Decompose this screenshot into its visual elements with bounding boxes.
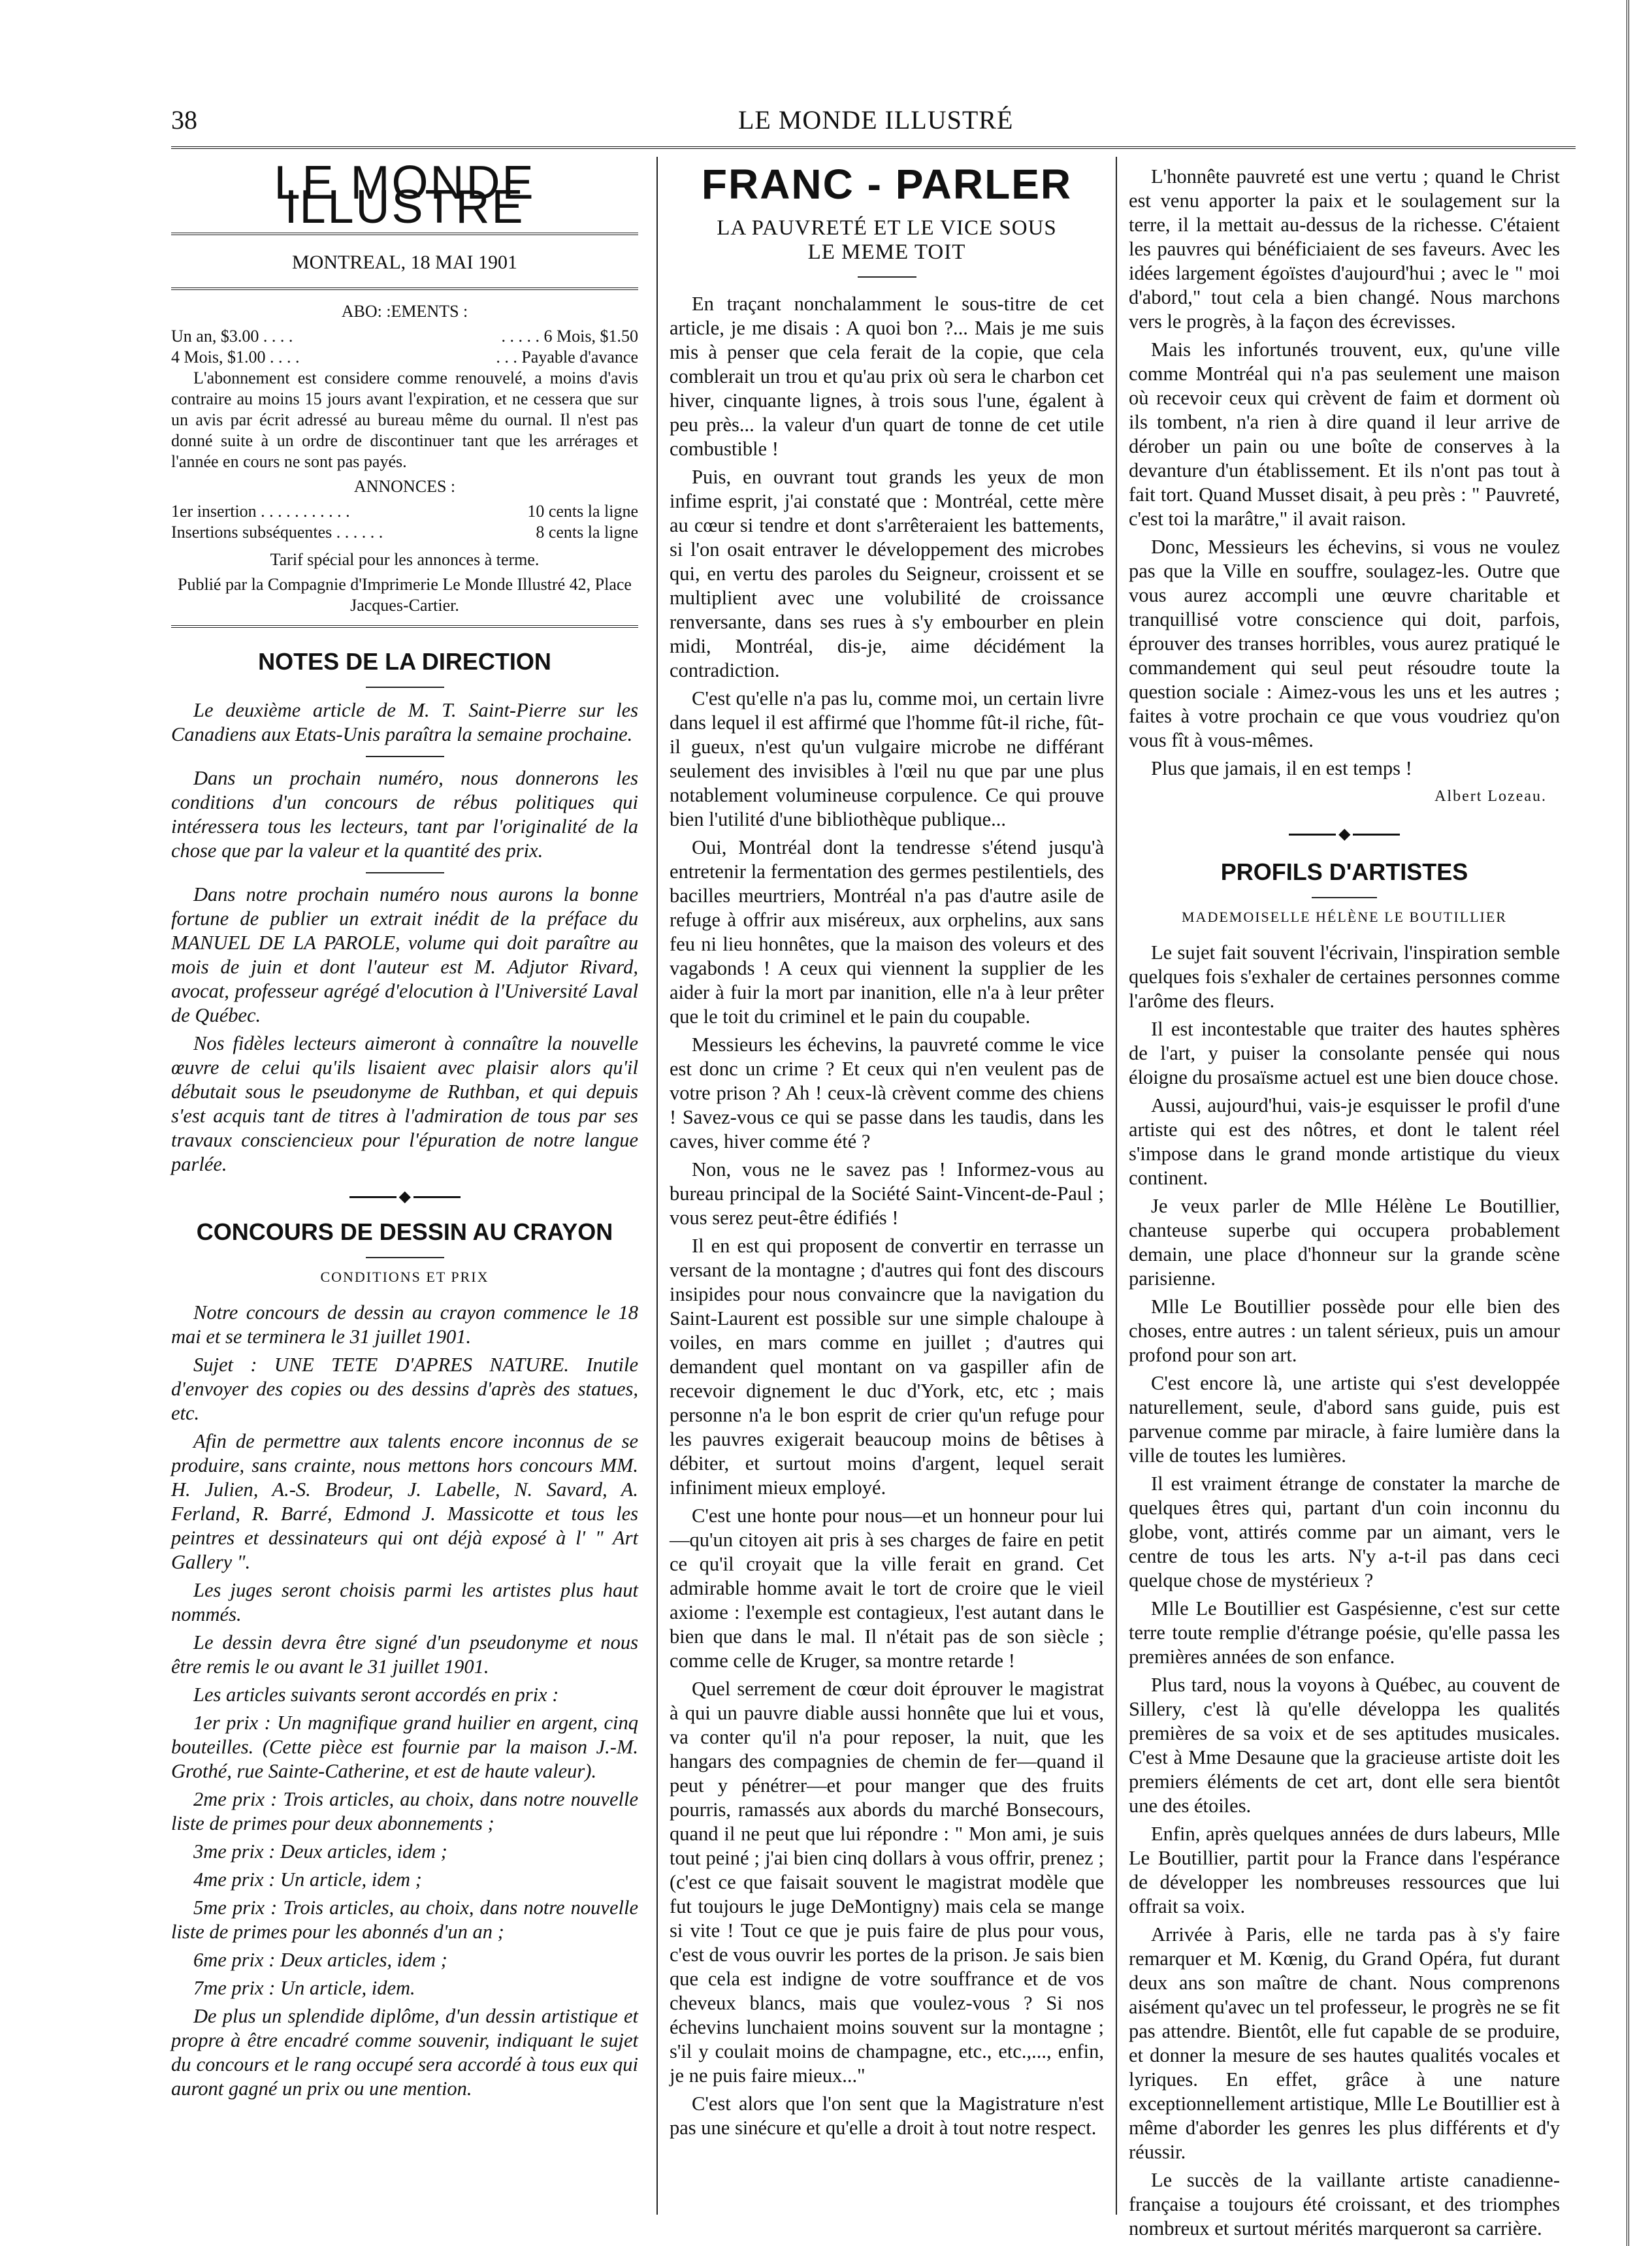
- column-rule: [656, 157, 658, 2215]
- publisher-note: Publié par la Compagnie d'Imprimerie Le Monde Illustré 42, Place Jacques-Cartier.: [178, 575, 632, 615]
- article-paragraph: Le sujet fait souvent l'écrivain, l'inspiration semble quelques fois s'exhaler de certaines personnes comme l'arôme des fleurs.: [1129, 941, 1560, 1012]
- column-1: [171, 157, 638, 2105]
- subscriptions-heading: ABO: :EMENTS :: [341, 302, 468, 321]
- article-paragraph: Plus que jamais, il en est temps !: [1151, 757, 1412, 779]
- ads-heading: ANNONCES :: [353, 477, 456, 496]
- header-rule: [171, 146, 1576, 152]
- contest-paragraph: 5me prix : Trois articles, au choix, dans notre nouvelle liste de primes pour les abonnés d'un an ;: [171, 1896, 638, 1943]
- article-subtitle: LA PAUVRETÉ ET LE VICE SOUS LE MEME TOIT: [717, 216, 1057, 264]
- article-paragraph: Oui, Montréal dont la tendresse s'étend jusqu'à entretenir la fermentation des germes pestilentiels, des bacilles meurtriers, Montréal n'a pas d'autre asile de refuge à offrir aux miséreux, aux orphelins, aux sans feu ni lieu honnêtes, que la maison des voleurs et des vagabonds ! A ceux qui viennent la supplier de les aider à fuir la mort par inanition, elle n'a à leur prêter que le toit du criminel et le pain du coupable.: [670, 836, 1104, 1028]
- contest-paragraph: 3me prix : Deux articles, idem ;: [193, 1840, 447, 1863]
- article-paragraph: Non, vous ne le savez pas ! Informez-vous au bureau principal de la Société Saint-Vincent-de-Paul ; vous serez peut-être édifiés !: [670, 1158, 1104, 1229]
- article-paragraph: Puis, en ouvrant tout grands les yeux de mon infime esprit, j'ai constaté que : Montréal, cette mère au cœur si tendre et dont s'arrêteraient les battements, si l'on osait entraver le développement des microbes qui, en vertu des paroles du Seigneur, croissent et se multiplient avec une volubilité de croissance renversante, dans ses rues à s'y embourber en plein midi, Montréal, dis-je, aime décidément la contradiction.: [670, 466, 1104, 681]
- page-edge: [1627, 0, 1629, 2246]
- subscription-row: Un an, $3.00 . . . . . . . . . 6 Mois, $1.50: [171, 327, 638, 346]
- section-subheading: CONDITIONS ET PRIX: [320, 1269, 489, 1285]
- article-paragraph: Il est vraiment étrange de constater la marche de quelques êtres qui, partant d'un coin inconnu du globe, vont, attirés comme par un aimant, vers le centre de tous les arts. N'y a-t-il pas dans ceci quelque chose de mystérieux ?: [1129, 1473, 1560, 1591]
- section-heading: PROFILS D'ARTISTES: [1220, 858, 1468, 885]
- section-heading: CONCOURS DE DESSIN AU CRAYON: [196, 1218, 613, 1245]
- article-paragraph: Donc, Messieurs les échevins, si vous ne voulez pas que la Ville en souffre, soulagez-les. Outre que vous aurez accompli une œuvre charitable et tranquillisé votre conscience qui doit, parfois, éprouver des transes horribles, vous aurez pratiqué le commandement qui seul peut résoudre toute la question sociale : Aimez-vous les uns et les autres ; faites à votre prochain ce que vous voudriez qu'on vous fît à vous-mêmes.: [1129, 536, 1560, 751]
- subscription-note: L'abonnement est considere comme renouvelé, a moins d'avis contraire au moins 15 jours avant l'expiration, et ne cessera que sur un avis par écrit adressé au bureau même du ournal. Il n'est pas donné suite à un ordre de discontinuer tant que les arrérages et l'année en cours ne sont pas payés.: [171, 368, 638, 471]
- article-paragraph: Aussi, aujourd'hui, vais-je esquisser le profil d'une artiste qui est des nôtres, et dont le talent réel s'impose dans le grand monde artistique du vieux continent.: [1129, 1094, 1560, 1189]
- contest-paragraph: 2me prix : Trois articles, au choix, dans notre nouvelle liste de primes pour deux abonnements ;: [171, 1788, 638, 1834]
- column-3: [1129, 165, 1560, 2245]
- article-paragraph: Mlle Le Boutillier possède pour elle bien des choses, entre autres : un talent sérieux, puis un amour profond pour son art.: [1129, 1295, 1560, 1366]
- article-paragraph: Enfin, après quelques années de durs labeurs, Mlle Le Boutillier, partit pour la France dans l'espérance de développer les nombreuses ressources que lui offrait sa voix.: [1129, 1823, 1560, 1917]
- running-header: LE MONDE ILLUSTRÉ: [738, 105, 1014, 135]
- article-paragraph: Le succès de la vaillante artiste canadienne-française a toujours été croissant, et des triomphes nombreux et surtout mérités marqueront sa carrière.: [1129, 2169, 1560, 2239]
- contest-paragraph: Notre concours de dessin au crayon commence le 18 mai et se terminera le 31 juillet 1901.: [171, 1301, 638, 1348]
- rule: [171, 287, 638, 292]
- note-paragraph: Le deuxième article de M. T. Saint-Pierre sur les Canadiens aux Etats-Unis paraîtra la semaine prochaine.: [171, 699, 638, 745]
- contest-paragraph: Sujet : UNE TETE D'APRES NATURE. Inutile d'envoyer des copies ou des dessins d'après des statues, etc.: [171, 1354, 638, 1424]
- contest-paragraph: 7me prix : Un article, idem.: [193, 1977, 415, 1999]
- article-paragraph: Plus tard, nous la voyons à Québec, au couvent de Sillery, c'est là qu'elle développa les qualités premières de sa voix et de ses aptitudes musicales. C'est à Mme Desaune que la gracieuse artiste doit les premiers éléments de cet art, dont elle sera bientôt une des étoiles.: [1129, 1674, 1560, 1817]
- contest-paragraph: 4me prix : Un article, idem ;: [193, 1868, 422, 1891]
- article-paragraph: C'est une honte pour nous—et un honneur pour lui—qu'un citoyen ait pris à ses charges de faire en petit ce qu'il croyait que la ville ferait en grand. Cet admirable homme avait le tort de croire que le vieil axiome : l'exemple est contagieux, l'est autant dans le bien que dans le mal. Il n'était pas de son siècle ; comme celle de Kruger, sa montre retarde !: [670, 1505, 1104, 1672]
- contest-paragraph: Afin de permettre aux talents encore inconnus de se produire, sans crainte, nous mettons hors concours MM. H. Julien, A.-S. Brodeur, J. Labelle, N. Savard, A. Ferland, R. Barré, Edmond J. Massicotte et tous les peintres et dessinateurs qui ont déjà exposé à l' " Art Gallery ".: [171, 1430, 638, 1573]
- section-subheading: MADEMOISELLE HÉLÈNE LE BOUTILLIER: [1182, 909, 1507, 925]
- contest-paragraph: Les articles suivants seront accordés en prix :: [193, 1684, 559, 1706]
- masthead: LE MONDE ILLUSTRE: [274, 157, 536, 233]
- article-paragraph: Je veux parler de Mlle Hélène Le Boutillier, chanteuse superbe qui occupera probablement demain, une place d'honneur sur la grande scène parisienne.: [1129, 1195, 1560, 1290]
- contest-paragraph: Les juges seront choisis parmi les artistes plus haut nommés.: [171, 1579, 638, 1625]
- section-heading: NOTES DE LA DIRECTION: [258, 648, 551, 675]
- contest-paragraph: 1er prix : Un magnifique grand huilier en argent, cinq bouteilles. (Cette pièce est fournie par la maison J.-M. Grothé, rue Sainte-Catherine, et est de haute valeur).: [171, 1712, 638, 1782]
- ornament-divider: [1289, 831, 1400, 838]
- ad-rate-row: Insertions subséquentes . . . . . . 8 cents la ligne: [171, 523, 638, 542]
- dateline: MONTREAL, 18 MAI 1901: [292, 252, 517, 273]
- rule: [171, 625, 638, 630]
- article-paragraph: Mlle Le Boutillier est Gaspésienne, c'est sur cette terre toute remplie d'étrange poésie, qu'elle passa les premières années de son enfance.: [1129, 1597, 1560, 1668]
- article-paragraph: Il en est qui proposent de convertir en terrasse un versant de la montagne ; d'autres qui font des discours insipides pour nous convaincre que la navigation du Saint-Laurent est possible sur une simple chaloupe à voiles, en mars comme en juillet ; d'autres qui demandent quel montant on va gaspiller afin de recevoir dignement le duc d'York, etc, etc ; mais personne n'a le bon esprit de crier qu'un refuge pour les pauvres exigerait beaucoup moins de bêtises à débiter, et surtout moins d'argent, lequel serait infiniment mieux employé.: [670, 1235, 1104, 1499]
- article-paragraph: C'est qu'elle n'a pas lu, comme moi, un certain livre dans lequel il est affirmé que l'homme fût-il riche, fût-il gueux, n'est qu'un vulgaire microbe ne différant seulement des invisibles à l'œil nu que par une plus notablement volumineuse corpulence. Ce qui prouve bien l'utilité d'une bibliothèque publique...: [670, 687, 1104, 830]
- article-paragraph: C'est alors que l'on sent que la Magistrature n'est pas une sinécure et qu'elle a droit à tout notre respect.: [670, 2092, 1104, 2139]
- contest-paragraph: 6me prix : Deux articles, idem ;: [193, 1949, 447, 1971]
- rule: [171, 233, 638, 237]
- article-paragraph: Quel serrement de cœur doit éprouver le magistrat à qui un pauvre diable aussi honnête que lui et vous, va conter qu'il n'a pour reposer, la nuit, que les hangars des compagnies de chemin de fer—quand il peut y pénétrer—et pour manger que des fruits pourris, ramassés aux abords du marché Bonsecours, quand il ne peut que lui répondre : " Mon ami, je suis tout peiné ; j'ai bien cinq dollars à vous offrir, prenez ; (c'est ce que faisait souvent le magistrat modèle que fut toujours le juge DeMontigny) mais cela se mange si vite ! Tout ce que je puis faire de plus pour vous, c'est de vous ouvrir les portes de la prison. Je sais bien que cela est indigne de votre souffrance et de vos cheveux blancs, mais que voulez-vous ? Si nos échevins lunchaient moins souvent sur la montagne ; s'il y coulait moins de champagne, etc., etc.,..., enfin, je ne puis faire mieux...": [670, 1678, 1104, 2087]
- article-paragraph: Messieurs les échevins, la pauvreté comme le vice est donc un crime ? Et ceux qui n'en veulent pas de votre prison ? Ah ! ceux-là crèvent comme des chiens ! Savez-vous ce qui se passe dans les taudis, dans les caves, hiver comme été ?: [670, 1033, 1104, 1152]
- ornament-divider: [349, 1194, 461, 1200]
- note-paragraph: Nos fidèles lecteurs aimeront à connaître la nouvelle œuvre de celui qu'ils lisaient avec plaisir alors qu'il débutait sous le pseudonyme de Ruthban, et qui depuis s'est acquis tant de titres à l'admiration de tous par ses travaux consciencieux pour l'épuration de notre langue parlée.: [171, 1032, 638, 1175]
- article-paragraph: Mais les infortunés trouvent, eux, qu'une ville comme Montréal qui n'a pas seulement une maison où recevoir ceux qui crèvent de faim et dorment où ils tombent, n'a rien à dire quand il leur arrive de dérober un pain ou une boîte de conserves à la devanture d'un établissement. Et ils n'ont pas tout à fait tort. Quand Musset disait, à peu près : " Pauvreté, c'est toi la marâtre," il avait raison.: [1129, 338, 1560, 530]
- article-paragraph: En traçant nonchalamment le sous-titre de cet article, je me disais : A quoi bon ?... Mais je me suis mis à penser que cela ferait de la copie, que cela comblerait un trou et qu'au prix où sera le charbon cet hiver, cinquante lignes, à trois sous l'une, égalent à peu près... la valeur d'un quart de tonne de cet utile combustible !: [670, 293, 1104, 460]
- contest-paragraph: Le dessin devra être signé d'un pseudonyme et nous être remis le ou avant le 31 juillet 1901.: [171, 1631, 638, 1678]
- note-paragraph: Dans un prochain numéro, nous donnerons les conditions d'un concours de rébus politiques qui intéressera tous les lecteurs, tant par l'originalité de la chose que par la valeur et la quantité des prix.: [171, 767, 638, 862]
- article-paragraph: Il est incontestable que traiter des hautes sphères de l'art, y puiser la consolante pensée qui nous éloigne du prosaïsme actuel est une bien douce chose.: [1129, 1018, 1560, 1088]
- column-rule: [1116, 157, 1117, 2215]
- ad-rate-row: 1er insertion . . . . . . . . . . . 10 cents la ligne: [171, 502, 638, 521]
- contest-paragraph: De plus un splendide diplôme, d'un dessin artistique et propre à être encadré comme souvenir, indiquant le sujet du concours et le rang occupé sera accordé à tous eux qui auront gagné un prix ou une mention.: [171, 2005, 638, 2100]
- column-2: [670, 161, 1104, 2144]
- article-paragraph: C'est encore là, une artiste qui s'est developpée naturellement, seule, d'abord sans guide, puis est parvenue comme par miracle, à faire lumière dans la ville de toutes les lumières.: [1129, 1372, 1560, 1467]
- author-signature: Albert Lozeau.: [1434, 788, 1547, 805]
- page-number: 38: [171, 105, 197, 135]
- article-paragraph: L'honnête pauvreté est une vertu ; quand le Christ est venu apporter la paix et le soulagement sur la terre, il la mettait au-dessus de la richesse. C'étaient les pauvres qui bénéficiaient de ses faveurs. Avec les idées largement égoïstes d'aujourd'hui ; avec le " moi d'abord," tout cela a bien changé. Nous marchons vers le progrès, à la façon des écrevisses.: [1129, 165, 1560, 333]
- note-paragraph: Dans notre prochain numéro nous aurons la bonne fortune de publier un extrait inédit de la préface du MANUEL DE LA PAROLE, volume qui doit paraître au mois de juin et dont l'auteur est M. Adjutor Rivard, avocat, professeur agrégé d'elocution à l'Université Laval de Québec.: [171, 883, 638, 1026]
- article-paragraph: Arrivée à Paris, elle ne tarda pas à s'y faire remarquer et M. Kœnig, du Grand Opéra, fut durant deux ans son maître de chant. Nous comprenons aisément qu'avec un tel professeur, le progrès ne se fit pas attendre. Bientôt, elle fut capable de se produire, et donner la mesure de ses hautes qualités vocales et lyriques. En effet, grâce à une nature exceptionnellement artistique, Mlle Le Boutillier est à même d'aborder les genres les plus différents et d'y réussir.: [1129, 1923, 1560, 2163]
- article-title: FRANC - PARLER: [701, 161, 1073, 208]
- tarif-note: Tarif spécial pour les annonces à terme.: [270, 550, 540, 569]
- subscription-row: 4 Mois, $1.00 . . . . . . . Payable d'avance: [171, 348, 638, 366]
